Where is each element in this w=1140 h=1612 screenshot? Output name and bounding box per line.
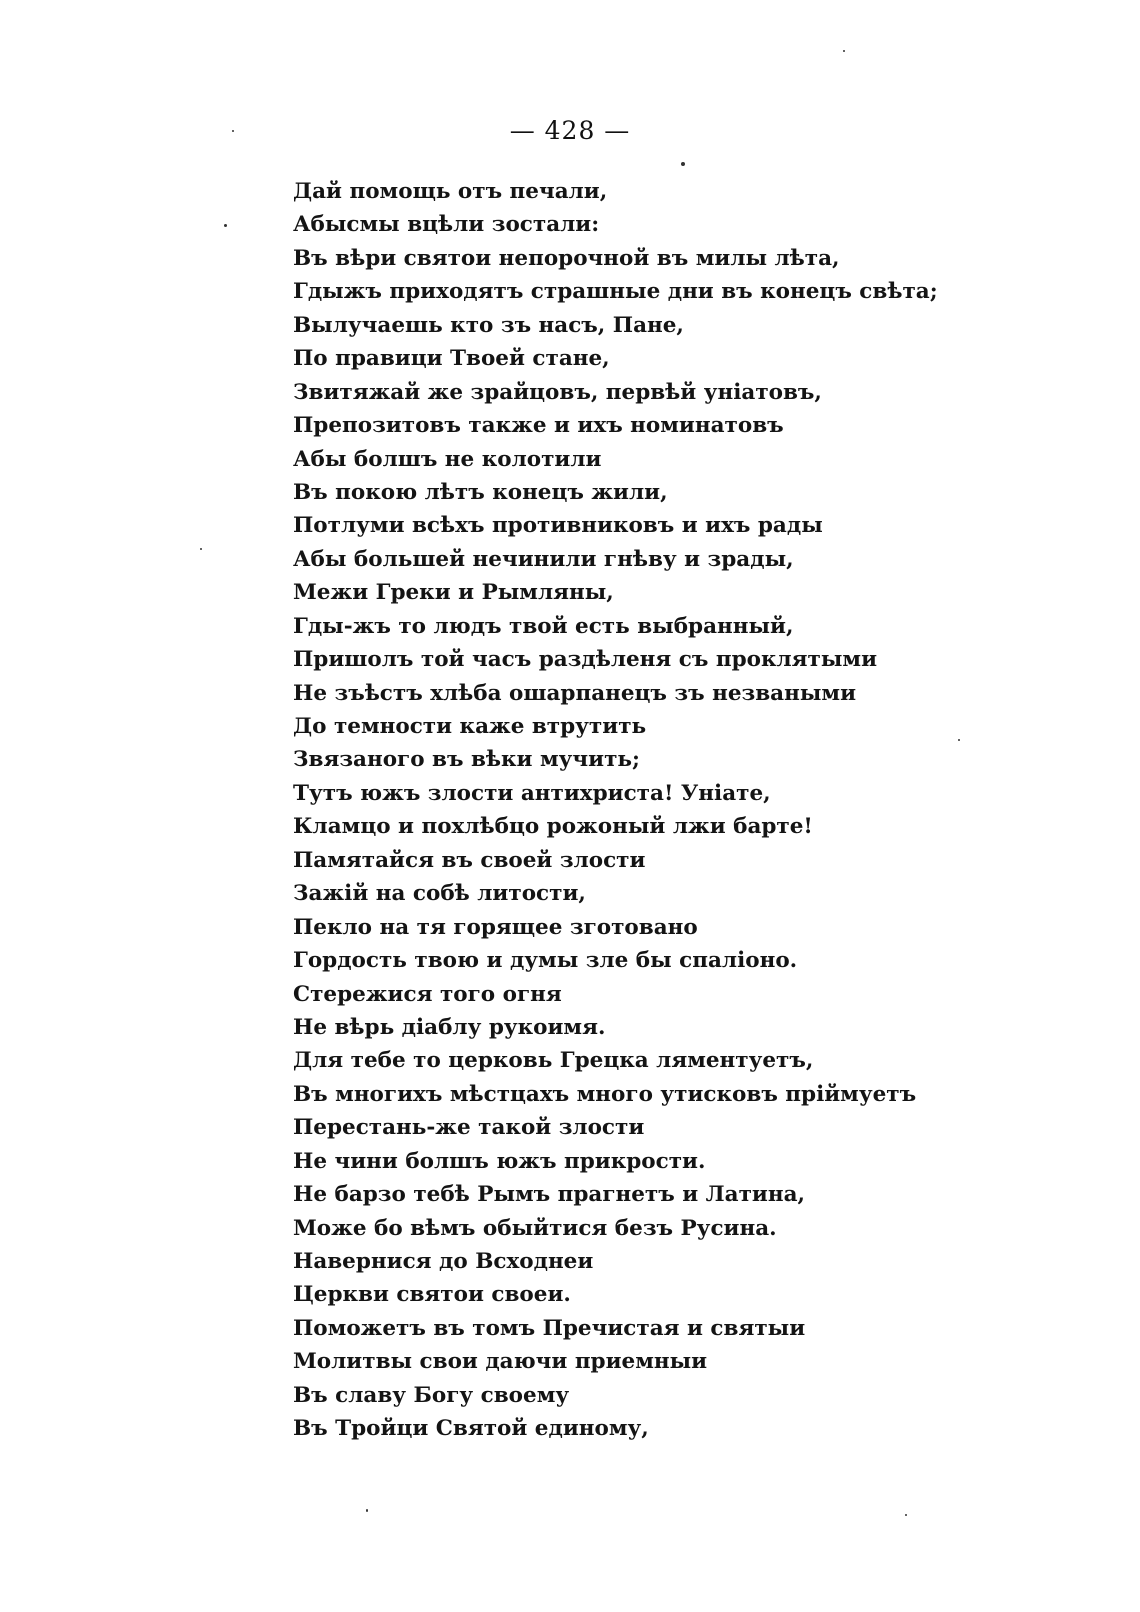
poem-line: Гордость твою и думы зле бы спаліоно. bbox=[293, 948, 798, 974]
poem-text bbox=[293, 175, 938, 1446]
poem-line: Пришолъ той часъ раздѣленя съ проклятыми bbox=[293, 647, 878, 673]
scan-speck bbox=[224, 224, 227, 227]
poem-line: Въ вѣри святои непорочной въ милы лѣта, bbox=[293, 245, 840, 271]
scan-speck bbox=[232, 130, 234, 132]
poem-line: Навернися до Всходнеи bbox=[293, 1249, 594, 1274]
poem-line: Памятайся въ своей злости bbox=[293, 847, 646, 873]
scan-speck bbox=[843, 50, 845, 52]
poem-line: Тутъ южъ злости антихриста! Уніате, bbox=[293, 780, 771, 806]
poem-line: Поможетъ въ томъ Пречистая и святыи bbox=[293, 1315, 806, 1341]
poem-line: Въ покою лѣтъ конецъ жили, bbox=[293, 479, 668, 505]
poem-line: Не барзо тебѣ Рымъ прагнетъ и Латина, bbox=[293, 1182, 806, 1208]
poem-line: Межи Греки и Рымляны, bbox=[293, 580, 614, 606]
poem-line: Абысмы вцѣли зостали: bbox=[293, 212, 600, 238]
poem-line: Гды-жъ то людъ твой есть выбранный, bbox=[293, 613, 794, 639]
poem-line: Церкви святои своеи. bbox=[293, 1282, 571, 1308]
poem-line: Вылучаешь кто зъ насъ, Пане, bbox=[293, 312, 684, 338]
poem-line: Пекло на тя горящее зготовано bbox=[293, 914, 698, 940]
poem-line: Не чини болшъ южъ прикрости. bbox=[293, 1148, 706, 1174]
poem-line: Въ славу Богу своему bbox=[293, 1382, 570, 1408]
poem-line: Гдыжъ приходятъ страшные дни въ конецъ свѣта; bbox=[293, 279, 938, 305]
poem-line: Не зъѣстъ хлѣба ошарпанецъ зъ незваными bbox=[293, 680, 857, 706]
poem-line: Може бо вѣмъ обыйтися безъ Русина. bbox=[293, 1215, 777, 1241]
poem-line: Зажій на собѣ литости, bbox=[293, 881, 586, 907]
poem-line: По правици Твоей стане, bbox=[293, 346, 610, 372]
scan-speck bbox=[958, 739, 960, 741]
poem-line: Въ многихъ мѣстцахъ много утисковъ пріймуетъ bbox=[293, 1081, 917, 1107]
poem-line: Абы болшъ не колотили bbox=[293, 446, 602, 472]
poem-line: Для тебе то церковь Грецка ляментуетъ, bbox=[293, 1048, 814, 1074]
scan-speck bbox=[366, 1509, 368, 1512]
poem-line: Въ Тройци Святой единому, bbox=[293, 1416, 649, 1442]
poem-line: Молитвы свои даючи приемныи bbox=[293, 1349, 708, 1375]
poem-line: Дай помощь отъ печали, bbox=[293, 179, 608, 204]
poem-line: Кламцо и похлѣбцо рожоный лжи барте! bbox=[293, 814, 813, 840]
poem-line: Не вѣрь діаблу рукоимя. bbox=[293, 1014, 606, 1040]
poem-line: До темности каже втрутить bbox=[293, 714, 647, 739]
poem-line: Препозитовъ также и ихъ номинатовъ bbox=[293, 413, 784, 439]
scan-speck bbox=[681, 162, 685, 166]
scan-speck bbox=[200, 548, 202, 550]
scan-speck bbox=[905, 1514, 907, 1516]
page-number: — 428 — bbox=[509, 116, 631, 145]
poem-line: Звязаного въ вѣки мучить; bbox=[293, 747, 640, 773]
poem-line: Абы большей нечинили гнѣву и зрады, bbox=[293, 546, 794, 572]
poem-line: Потлуми всѣхъ противниковъ и ихъ рады bbox=[293, 513, 823, 539]
poem-line: Перестань-же такой злости bbox=[293, 1115, 645, 1141]
poem-line: Звитяжай же зрайцовъ, первѣй уніатовъ, bbox=[293, 379, 822, 405]
poem-line: Стережися того огня bbox=[293, 981, 562, 1007]
